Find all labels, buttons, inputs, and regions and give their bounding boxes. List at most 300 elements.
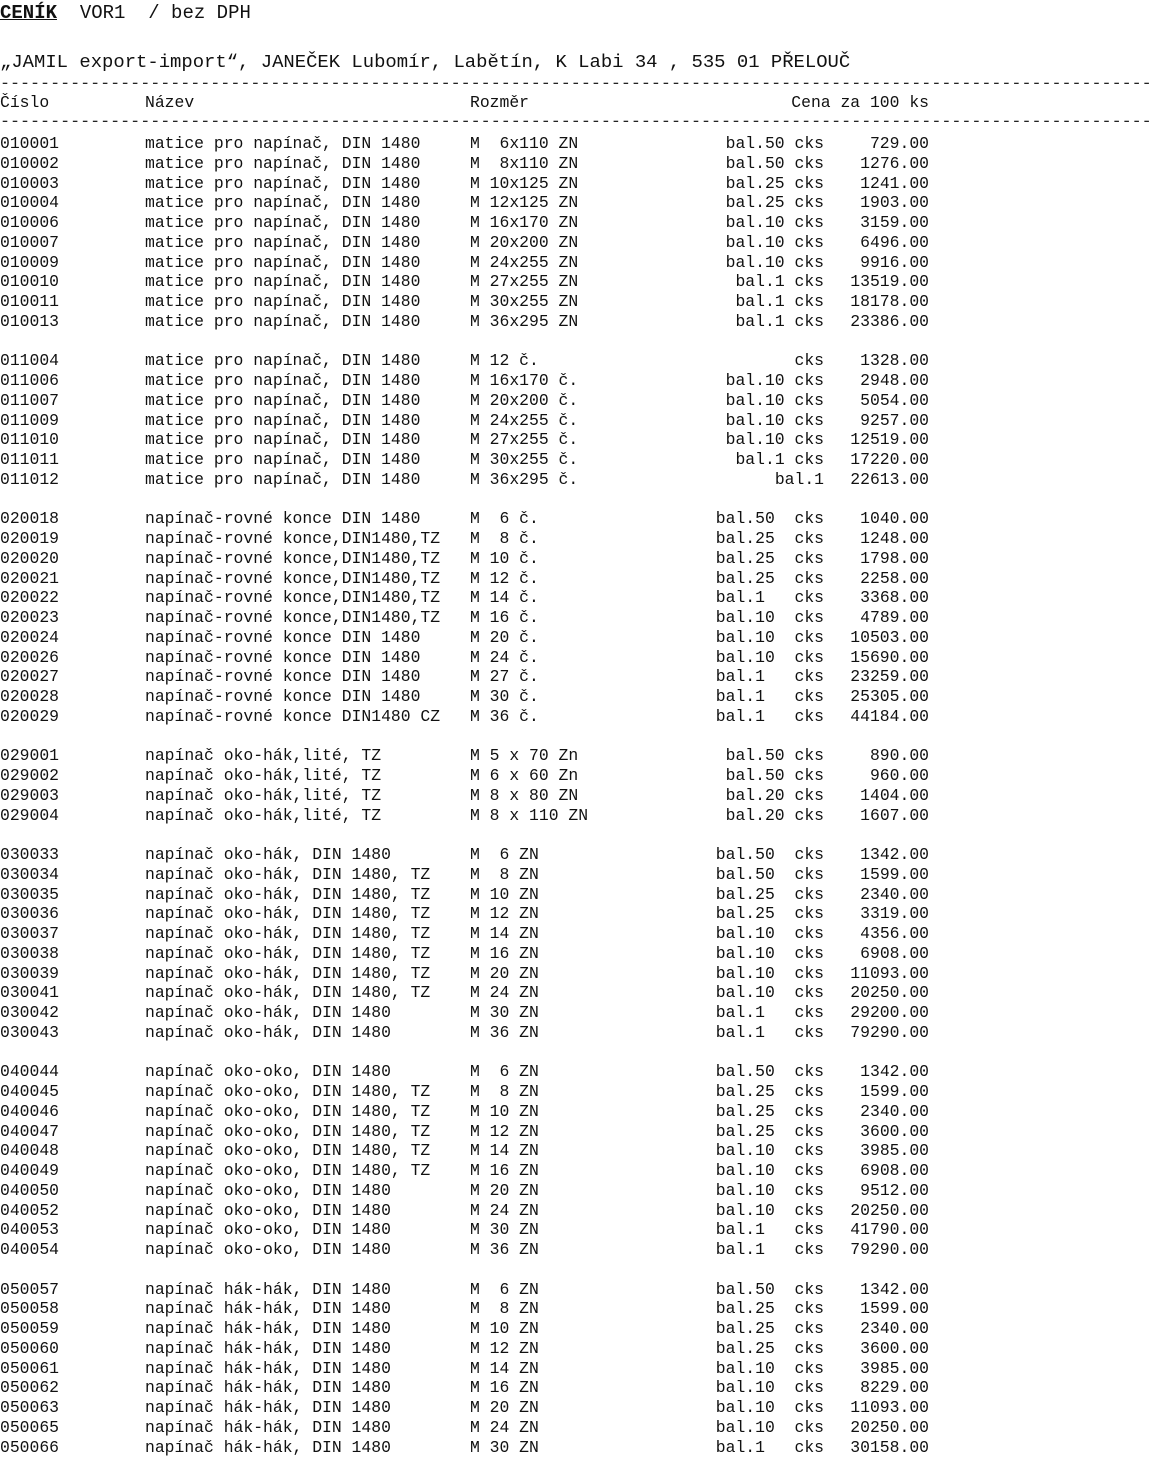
- table-row: [0, 470, 960, 490]
- item-size: M 36x295 ZN: [470, 311, 579, 331]
- table-row: [0, 1240, 960, 1260]
- item-size: M 8 č.: [470, 529, 539, 548]
- item-packaging: bal.25 cks: [715, 884, 824, 904]
- item-packaging: bal.50 cks: [715, 1062, 824, 1082]
- item-number: 010011: [0, 292, 60, 311]
- item-size: M 16 ZN: [470, 1161, 539, 1180]
- item-packaging: bal.20 cks: [725, 805, 824, 825]
- item-size: M 36x295 č.: [470, 469, 579, 489]
- item-packaging: bal.10 cks: [725, 430, 824, 450]
- item-price: 79290.00: [850, 1022, 929, 1042]
- item-price: 9512.00: [860, 1180, 929, 1200]
- item-number: 040054: [0, 1240, 60, 1259]
- item-number: 029001: [0, 746, 60, 766]
- item-name: napínač oko-hák,lité, TZ: [145, 805, 382, 825]
- item-price: 3600.00: [860, 1338, 929, 1358]
- item-name: napínač-rovné konce DIN 1480: [145, 509, 421, 529]
- item-number: 011011: [0, 450, 60, 469]
- item-price: 13519.00: [850, 272, 929, 292]
- item-price: 20250.00: [850, 1200, 929, 1220]
- item-number: 030036: [0, 904, 60, 924]
- document-title-line: [0, 1, 251, 25]
- item-size: M 30 ZN: [470, 1437, 539, 1457]
- table-row: [0, 1378, 960, 1398]
- item-price: 20250.00: [850, 983, 929, 1003]
- item-number: 040047: [0, 1121, 60, 1141]
- item-number: 011006: [0, 371, 60, 390]
- item-number: 050058: [0, 1299, 60, 1319]
- item-size: M 20x200 ZN: [470, 232, 579, 252]
- table-row: [0, 391, 960, 411]
- table-row: [0, 588, 960, 608]
- item-size: M 12 č.: [470, 351, 539, 371]
- item-price: 10503.00: [850, 627, 929, 647]
- table-row: [0, 964, 960, 984]
- item-number: 010007: [0, 232, 60, 252]
- item-packaging: bal.10 cks: [715, 1417, 824, 1437]
- item-size: M 30 č.: [470, 687, 539, 706]
- item-price: 6908.00: [860, 1161, 929, 1180]
- item-price: 23259.00: [850, 667, 929, 687]
- table-row: [0, 924, 960, 944]
- table-row: [0, 193, 960, 213]
- item-packaging: bal.1 cks: [715, 687, 824, 706]
- price-list-variant: VOR1: [79, 2, 126, 24]
- item-size: M 8 ZN: [470, 864, 539, 884]
- item-number: 040044: [0, 1062, 60, 1082]
- item-packaging: bal.10 cks: [725, 213, 824, 232]
- item-packaging: bal.1 cks: [735, 450, 824, 469]
- table-row: [0, 1359, 960, 1379]
- item-name: matice pro napínač, DIN 1480: [145, 153, 421, 173]
- table-row: [0, 628, 960, 648]
- item-price: 79290.00: [850, 1240, 929, 1259]
- item-name: napínač hák-hák, DIN 1480: [145, 1279, 391, 1299]
- item-name: napínač oko-hák, DIN 1480, TZ: [145, 983, 431, 1003]
- item-name: matice pro napínač, DIN 1480: [145, 232, 421, 252]
- item-size: M 10 ZN: [470, 1319, 539, 1338]
- item-price: 1040.00: [860, 509, 929, 529]
- item-price: 2340.00: [860, 1319, 929, 1338]
- table-row: [0, 1062, 960, 1082]
- table-row: [0, 1141, 960, 1161]
- item-size: M 8 ZN: [470, 1082, 539, 1101]
- table-row: [0, 687, 960, 707]
- item-packaging: bal.1: [774, 469, 824, 489]
- item-size: M 8x110 ZN: [470, 153, 579, 173]
- item-packaging: bal.10 cks: [715, 627, 824, 647]
- item-price: 1404.00: [860, 785, 929, 805]
- table-row: [0, 786, 960, 806]
- item-name: napínač oko-oko, DIN 1480, TZ: [145, 1101, 431, 1121]
- item-number: 010006: [0, 213, 60, 232]
- item-packaging: bal.10 cks: [725, 232, 824, 252]
- item-number: 030039: [0, 963, 60, 983]
- item-name: napínač oko-oko, DIN 1480: [145, 1180, 391, 1200]
- item-packaging: bal.1 cks: [735, 292, 824, 311]
- item-packaging: bal.25 cks: [715, 1101, 824, 1121]
- item-price: 1342.00: [860, 845, 929, 864]
- item-packaging: bal.10 cks: [715, 924, 824, 943]
- item-name: napínač oko-hák, DIN 1480, TZ: [145, 924, 431, 943]
- item-price: 1607.00: [860, 805, 929, 825]
- item-number: 020023: [0, 608, 60, 627]
- item-number: 040046: [0, 1101, 60, 1121]
- item-size: M 16x170 ZN: [470, 213, 579, 232]
- item-size: M 36 č.: [470, 706, 539, 726]
- item-name: matice pro napínač, DIN 1480: [145, 252, 421, 272]
- table-row: [0, 766, 960, 786]
- item-name: napínač oko-oko, DIN 1480: [145, 1220, 391, 1240]
- item-packaging: bal.50 cks: [715, 864, 824, 884]
- item-size: M 12 ZN: [470, 904, 539, 924]
- item-price: 1903.00: [860, 193, 929, 213]
- table-row: [0, 154, 960, 174]
- table-row: [0, 292, 960, 312]
- item-price: 4356.00: [860, 924, 929, 943]
- item-number: 010003: [0, 173, 60, 193]
- table-row: [0, 1023, 960, 1043]
- table-row: [0, 312, 960, 332]
- item-packaging: bal.50 cks: [715, 845, 824, 864]
- item-price: 41790.00: [850, 1220, 929, 1240]
- table-row: [0, 1122, 960, 1142]
- item-size: M 14 ZN: [470, 1358, 539, 1378]
- item-number: 030038: [0, 943, 60, 963]
- table-row: [0, 865, 960, 885]
- item-number: 020022: [0, 588, 60, 608]
- item-packaging: bal.20 cks: [725, 785, 824, 805]
- item-name: matice pro napínač, DIN 1480: [145, 311, 421, 331]
- item-size: M 10 ZN: [470, 884, 539, 904]
- item-price: 11093.00: [850, 1398, 929, 1417]
- item-number: 020024: [0, 627, 60, 647]
- item-number: 011012: [0, 469, 60, 489]
- item-packaging: bal.10 cks: [725, 390, 824, 410]
- item-packaging: bal.50 cks: [715, 1279, 824, 1299]
- item-price: 22613.00: [850, 469, 929, 489]
- item-price: 1599.00: [860, 1299, 929, 1319]
- item-name: napínač hák-hák, DIN 1480: [145, 1398, 391, 1417]
- item-size: M 24x255 ZN: [470, 252, 579, 272]
- item-name: napínač-rovné konce,DIN1480,TZ: [145, 588, 441, 608]
- item-number: 010001: [0, 134, 60, 153]
- item-price: 960.00: [869, 766, 929, 785]
- item-packaging: bal.10 cks: [715, 963, 824, 983]
- table-row: [0, 806, 960, 826]
- item-price: 23386.00: [850, 311, 929, 331]
- item-packaging: bal.25 cks: [715, 904, 824, 924]
- item-number: 010010: [0, 272, 60, 292]
- item-packaging: bal.10 cks: [715, 983, 824, 1003]
- item-size: M 30 ZN: [470, 1220, 539, 1240]
- table-row: [0, 608, 960, 628]
- item-size: M 16 ZN: [470, 943, 539, 963]
- item-packaging: bal.10 cks: [715, 608, 824, 627]
- item-name: napínač hák-hák, DIN 1480: [145, 1299, 391, 1319]
- item-name: napínač-rovné konce,DIN1480,TZ: [145, 608, 441, 627]
- item-name: napínač oko-hák, DIN 1480: [145, 1022, 391, 1042]
- item-price: 44184.00: [850, 706, 929, 726]
- table-row: [0, 1181, 960, 1201]
- item-number: 050059: [0, 1319, 60, 1338]
- table-row: [0, 371, 960, 391]
- item-packaging: bal.25 cks: [715, 1299, 824, 1319]
- item-packaging: bal.50 cks: [725, 766, 824, 785]
- item-number: 030035: [0, 884, 60, 904]
- item-packaging: bal.10 cks: [715, 1161, 824, 1180]
- table-row: [0, 1102, 960, 1122]
- item-number: 050066: [0, 1437, 60, 1457]
- item-packaging: bal.25 cks: [715, 1338, 824, 1358]
- item-size: M 36 ZN: [470, 1022, 539, 1042]
- item-size: M 10 ZN: [470, 1101, 539, 1121]
- item-price: 1342.00: [860, 1062, 929, 1082]
- item-price: 1276.00: [860, 153, 929, 173]
- item-size: M 27x255 č.: [470, 430, 579, 450]
- item-packaging: bal.10 cks: [715, 1398, 824, 1417]
- item-name: matice pro napínač, DIN 1480: [145, 213, 421, 232]
- table-row: [0, 746, 960, 766]
- item-number: 040050: [0, 1180, 60, 1200]
- item-name: napínač-rovné konce,DIN1480,TZ: [145, 548, 441, 568]
- item-price: 20250.00: [850, 1417, 929, 1437]
- item-price: 1328.00: [860, 351, 929, 371]
- item-size: M 14 ZN: [470, 924, 539, 943]
- item-packaging: bal.1 cks: [735, 311, 824, 331]
- item-size: M 20x200 č.: [470, 390, 579, 410]
- item-number: 020028: [0, 687, 60, 706]
- table-row: [0, 1418, 960, 1438]
- item-price: 25305.00: [850, 687, 929, 706]
- item-size: M 36 ZN: [470, 1240, 539, 1259]
- column-header-size: Rozměr: [470, 93, 530, 112]
- item-packaging: bal.1 cks: [715, 1022, 824, 1042]
- item-price: 11093.00: [850, 963, 929, 983]
- item-size: M 27 č.: [470, 667, 539, 687]
- item-number: 050065: [0, 1417, 60, 1437]
- item-name: napínač-rovné konce,DIN1480,TZ: [145, 568, 441, 588]
- table-row: [0, 450, 960, 470]
- table-row: [0, 174, 960, 194]
- item-size: M 12 č.: [470, 568, 539, 588]
- item-price: 3985.00: [860, 1141, 929, 1161]
- item-price: 15690.00: [850, 647, 929, 667]
- item-name: napínač oko-hák, DIN 1480, TZ: [145, 963, 431, 983]
- item-packaging: bal.50 cks: [725, 746, 824, 766]
- item-price: 29200.00: [850, 1003, 929, 1022]
- rule-header: -------------------------------------------------------------------------------------------------------------------: [0, 113, 1152, 132]
- item-number: 030042: [0, 1003, 60, 1022]
- item-size: M 24 ZN: [470, 1200, 539, 1220]
- item-name: napínač oko-hák,lité, TZ: [145, 785, 382, 805]
- item-size: M 12x125 ZN: [470, 193, 579, 213]
- item-price: 8229.00: [860, 1378, 929, 1398]
- item-number: 020018: [0, 509, 60, 529]
- item-size: M 24 ZN: [470, 1417, 539, 1437]
- item-packaging: bal.10 cks: [725, 371, 824, 390]
- item-name: napínač hák-hák, DIN 1480: [145, 1417, 391, 1437]
- item-price: 1599.00: [860, 864, 929, 884]
- item-name: napínač hák-hák, DIN 1480: [145, 1358, 391, 1378]
- item-name: napínač oko-hák, DIN 1480: [145, 845, 391, 864]
- table-row: [0, 707, 960, 727]
- item-name: napínač oko-oko, DIN 1480, TZ: [145, 1141, 431, 1161]
- table-row: [0, 648, 960, 668]
- item-name: napínač oko-hák,lité, TZ: [145, 746, 382, 766]
- item-packaging: bal.1 cks: [715, 1437, 824, 1457]
- item-number: 010002: [0, 153, 60, 173]
- item-number: 040053: [0, 1220, 60, 1240]
- table-row: [0, 569, 960, 589]
- item-packaging: cks: [794, 351, 824, 371]
- item-number: 040048: [0, 1141, 60, 1161]
- document-title: CENÍK: [0, 2, 58, 24]
- item-packaging: bal.25 cks: [715, 529, 824, 548]
- item-number: 010009: [0, 252, 60, 272]
- item-number: 020027: [0, 667, 60, 687]
- item-number: 050062: [0, 1378, 60, 1398]
- item-number: 050060: [0, 1338, 60, 1358]
- item-number: 020026: [0, 647, 60, 667]
- vat-note: / bez DPH: [148, 2, 251, 24]
- item-number: 030034: [0, 864, 60, 884]
- item-size: M 27x255 ZN: [470, 272, 579, 292]
- item-size: M 8 ZN: [470, 1299, 539, 1319]
- company-line: „JAMIL export-import“, JANEČEK Lubomír, Labětín, K Labi 34 , 535 01 PŘELOUČ: [0, 51, 851, 73]
- item-price: 2948.00: [860, 371, 929, 390]
- item-price: 729.00: [869, 134, 929, 153]
- item-packaging: bal.10 cks: [725, 252, 824, 272]
- item-name: matice pro napínač, DIN 1480: [145, 193, 421, 213]
- item-size: M 30x255 ZN: [470, 292, 579, 311]
- item-packaging: bal.10 cks: [725, 410, 824, 430]
- item-size: M 20 ZN: [470, 963, 539, 983]
- item-name: napínač oko-oko, DIN 1480, TZ: [145, 1161, 431, 1180]
- item-name: napínač oko-hák, DIN 1480, TZ: [145, 864, 431, 884]
- item-name: napínač-rovné konce DIN1480 CZ: [145, 706, 441, 726]
- table-row: [0, 845, 960, 865]
- item-packaging: bal.10 cks: [715, 1358, 824, 1378]
- item-number: 030041: [0, 983, 60, 1003]
- item-packaging: bal.1 cks: [715, 1220, 824, 1240]
- item-name: napínač-rovné konce DIN 1480: [145, 687, 421, 706]
- item-packaging: bal.50 cks: [725, 134, 824, 153]
- item-size: M 24 ZN: [470, 983, 539, 1003]
- item-number: 030043: [0, 1022, 60, 1042]
- item-name: matice pro napínač, DIN 1480: [145, 292, 421, 311]
- item-price: 1248.00: [860, 529, 929, 548]
- item-size: M 24 č.: [470, 647, 539, 667]
- table-row: [0, 1003, 960, 1023]
- price-table-body: [0, 134, 960, 1457]
- item-packaging: bal.1 cks: [715, 706, 824, 726]
- item-number: 011007: [0, 390, 60, 410]
- table-row: [0, 944, 960, 964]
- table-row: [0, 529, 960, 549]
- item-price: 9257.00: [860, 410, 929, 430]
- item-name: matice pro napínač, DIN 1480: [145, 351, 421, 371]
- item-packaging: bal.10 cks: [715, 1200, 824, 1220]
- item-price: 3985.00: [860, 1358, 929, 1378]
- item-packaging: bal.25 cks: [715, 1121, 824, 1141]
- table-row: [0, 411, 960, 431]
- item-packaging: bal.10 cks: [715, 1180, 824, 1200]
- item-number: 040052: [0, 1200, 60, 1220]
- item-name: napínač oko-oko, DIN 1480: [145, 1062, 391, 1082]
- item-number: 020021: [0, 568, 60, 588]
- item-number: 040049: [0, 1161, 60, 1180]
- item-price: 3319.00: [860, 904, 929, 924]
- item-packaging: bal.10 cks: [715, 647, 824, 667]
- table-row: [0, 1438, 960, 1458]
- item-number: 050061: [0, 1358, 60, 1378]
- item-name: napínač oko-hák, DIN 1480, TZ: [145, 943, 431, 963]
- table-row: [0, 134, 960, 154]
- rule-top: -------------------------------------------------------------------------------------------------------------------: [0, 75, 1152, 94]
- item-name: matice pro napínač, DIN 1480: [145, 469, 421, 489]
- item-size: M 20 ZN: [470, 1180, 539, 1200]
- item-price: 6496.00: [860, 232, 929, 252]
- item-name: napínač oko-hák, DIN 1480: [145, 1003, 391, 1022]
- item-size: M 16 č.: [470, 608, 539, 627]
- item-name: napínač oko-oko, DIN 1480: [145, 1240, 391, 1259]
- item-name: napínač hák-hák, DIN 1480: [145, 1338, 391, 1358]
- item-name: napínač hák-hák, DIN 1480: [145, 1378, 391, 1398]
- item-packaging: bal.25 cks: [715, 1082, 824, 1101]
- item-packaging: bal.1 cks: [715, 588, 824, 608]
- item-number: 030037: [0, 924, 60, 943]
- item-number: 011009: [0, 410, 60, 430]
- item-price: 890.00: [869, 746, 929, 766]
- item-size: M 8 x 110 ZN: [470, 805, 589, 825]
- item-packaging: bal.1 cks: [715, 1240, 824, 1259]
- item-size: M 14 č.: [470, 588, 539, 608]
- table-row: [0, 272, 960, 292]
- table-row: [0, 351, 960, 371]
- item-number: 050063: [0, 1398, 60, 1417]
- item-price: 1599.00: [860, 1082, 929, 1101]
- item-name: napínač hák-hák, DIN 1480: [145, 1437, 391, 1457]
- table-row: [0, 213, 960, 233]
- table-row: [0, 1161, 960, 1181]
- item-number: 020029: [0, 706, 60, 726]
- item-number: 020020: [0, 548, 60, 568]
- item-packaging: bal.1 cks: [715, 1003, 824, 1022]
- item-size: M 12 ZN: [470, 1121, 539, 1141]
- item-name: napínač-rovné konce DIN 1480: [145, 647, 421, 667]
- item-name: matice pro napínač, DIN 1480: [145, 134, 421, 153]
- table-row: [0, 233, 960, 253]
- item-size: M 6 ZN: [470, 845, 539, 864]
- item-price: 2340.00: [860, 884, 929, 904]
- item-price: 6908.00: [860, 943, 929, 963]
- item-name: napínač oko-hák,lité, TZ: [145, 766, 382, 785]
- item-name: napínač-rovné konce DIN 1480: [145, 627, 421, 647]
- item-number: 020019: [0, 529, 60, 548]
- item-size: M 6 x 60 Zn: [470, 766, 579, 785]
- item-price: 17220.00: [850, 450, 929, 469]
- item-packaging: bal.10 cks: [715, 1141, 824, 1161]
- item-price: 2340.00: [860, 1101, 929, 1121]
- item-packaging: bal.25 cks: [715, 548, 824, 568]
- item-packaging: bal.50 cks: [725, 153, 824, 173]
- table-row: [0, 1398, 960, 1418]
- item-name: napínač oko-oko, DIN 1480: [145, 1200, 391, 1220]
- item-name: matice pro napínač, DIN 1480: [145, 450, 421, 469]
- item-size: M 24x255 č.: [470, 410, 579, 430]
- item-name: napínač oko-hák, DIN 1480, TZ: [145, 904, 431, 924]
